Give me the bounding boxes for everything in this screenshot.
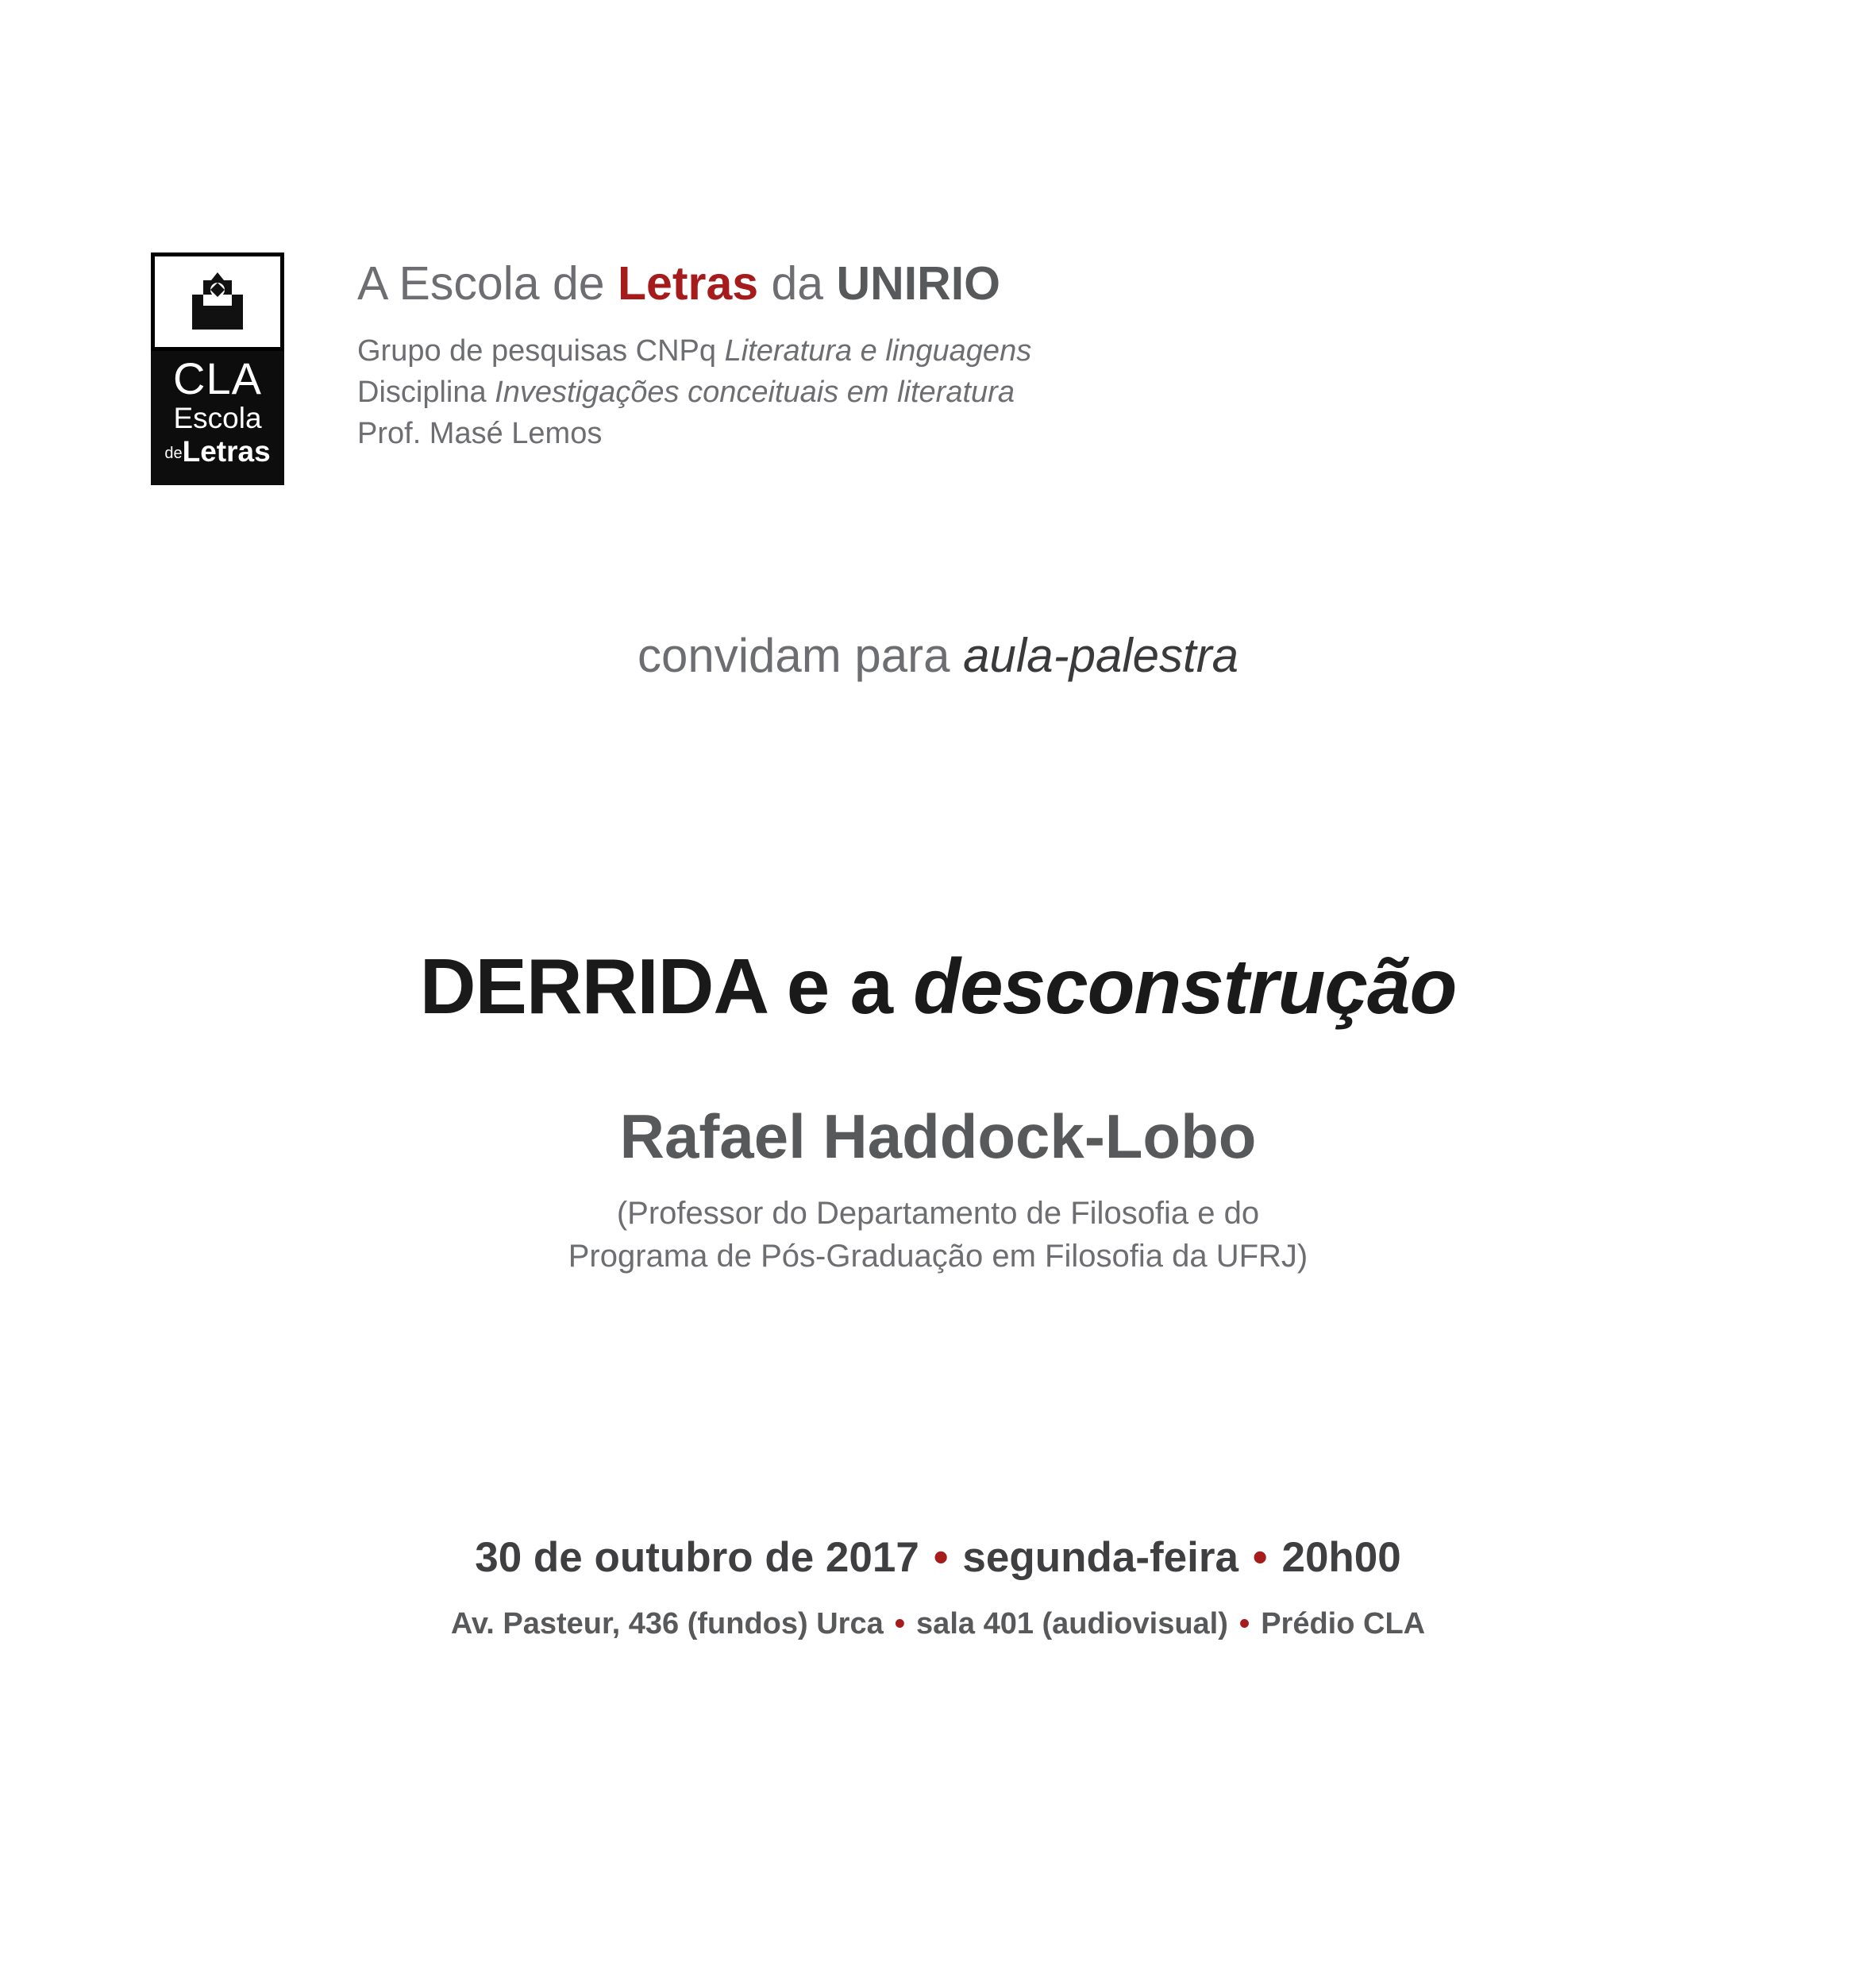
title-prefix: DERRIDA e a — [419, 942, 914, 1030]
logo-letras-text — [151, 435, 284, 470]
event-building: Prédio CLA — [1261, 1607, 1426, 1640]
separator-dot-icon: • — [894, 1607, 906, 1640]
event-room: sala 401 (audiovisual) — [916, 1607, 1228, 1640]
event-where — [0, 1604, 1876, 1644]
research-group-line — [357, 330, 1031, 372]
speaker-block — [0, 1100, 1876, 1278]
invite-prefix: convidam para — [637, 629, 964, 682]
cla-emblem-icon — [186, 271, 249, 333]
logo-escola-text: Escola — [173, 402, 262, 434]
event-when — [0, 1532, 1876, 1583]
speaker-affiliation-line-2: Programa de Pós-Graduação em Filosofia da UFRJ) — [568, 1239, 1308, 1274]
logo-letras-word: Letras — [182, 435, 271, 468]
course-prefix: Disciplina — [357, 376, 495, 409]
research-group-prefix: Grupo de pesquisas CNPq — [357, 334, 725, 368]
event-weekday: segunda-feira — [962, 1534, 1238, 1581]
speaker-affiliation-line-1: (Professor do Departamento de Filosofia e do — [616, 1196, 1260, 1231]
event-address: Av. Pasteur, 436 (fundos) Urca — [450, 1607, 884, 1640]
professor-line: Prof. Masé Lemos — [357, 417, 603, 450]
invite-line — [0, 627, 1876, 684]
school-line — [357, 254, 1031, 313]
logo-wordmark — [151, 351, 284, 485]
speaker-affiliation — [0, 1192, 1876, 1278]
invite-event-type: aula-palestra — [963, 629, 1239, 682]
school-line-pre: A Escola de — [357, 257, 618, 310]
school-line-mid: da — [758, 257, 837, 310]
school-line-letras: Letras — [618, 257, 759, 310]
research-group-name: Literatura e linguagens — [724, 334, 1032, 368]
separator-dot-icon: • — [933, 1534, 949, 1581]
page-title — [0, 942, 1876, 1031]
course-name: Investigações conceituais em literatura — [495, 376, 1015, 409]
speaker-name: Rafael Haddock-Lobo — [619, 1101, 1257, 1171]
event-time: 20h00 — [1281, 1534, 1401, 1581]
logo-de-text: de — [164, 445, 183, 462]
cla-escola-de-letras-logo — [151, 253, 284, 485]
logo-cla-text: CLA — [173, 353, 262, 403]
separator-dot-icon: • — [1238, 1607, 1250, 1640]
logo-emblem-box — [151, 253, 284, 351]
school-line-unirio: UNIRIO — [836, 257, 1001, 310]
separator-dot-icon: • — [1252, 1534, 1268, 1581]
poster-header — [151, 253, 1031, 485]
course-line — [357, 372, 1031, 413]
event-details — [0, 1532, 1876, 1644]
title-emphasis: desconstrução — [913, 942, 1457, 1030]
header-text-block — [357, 253, 1031, 454]
event-date: 30 de outubro de 2017 — [475, 1534, 919, 1581]
